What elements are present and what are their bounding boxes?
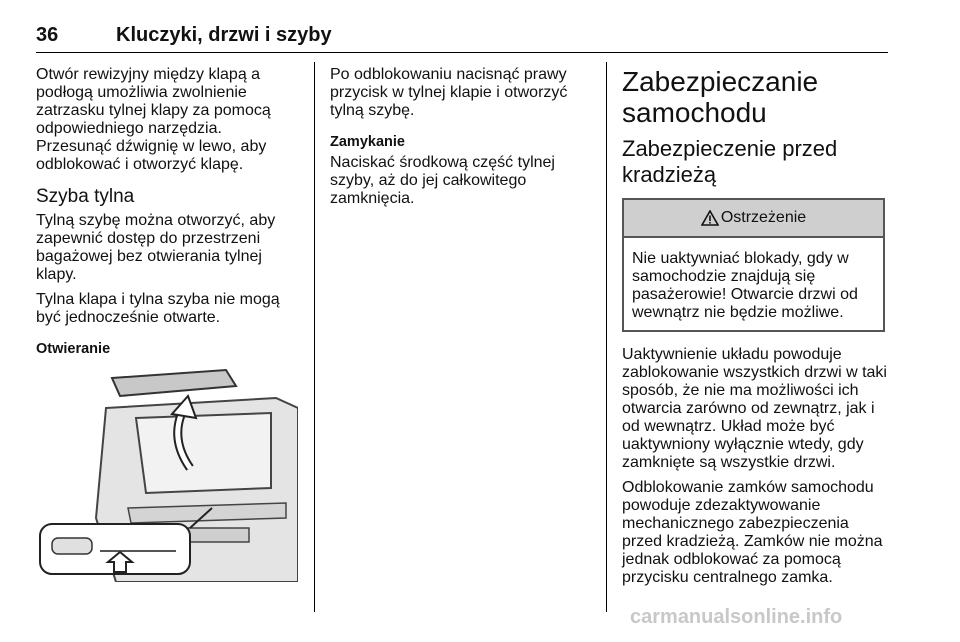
watermark: carmanualsonline.info bbox=[630, 606, 843, 628]
warning-text: Nie uaktywniać blokady, gdy w samochodzie znajdują się pasażerowie! Otwarcie drzwi od wewnątrz nie będzie możliwe. bbox=[632, 250, 858, 321]
paragraph-rear-window-access: Tylną szybę można otworzyć, aby zapewnić dostęp do przestrzeni bagażowej bez otwierania tylnej klapy. bbox=[36, 212, 276, 283]
heading-anti-theft: Zabezpieczenie przed kradzieżą bbox=[622, 136, 838, 187]
rear-window-opening bbox=[136, 413, 271, 493]
header-divider bbox=[36, 52, 888, 53]
column-divider-1 bbox=[314, 62, 315, 612]
paragraph-not-simultaneous: Tylna klapa i tylna szyba nie mogą być jednocześnie otwarte. bbox=[36, 291, 280, 326]
column-1 bbox=[36, 66, 298, 361]
warning-triangle-icon bbox=[701, 210, 719, 226]
rear-window-illustration bbox=[36, 368, 298, 582]
paragraph-unlocking: Odblokowanie zamków samochodu powoduje zdezaktywowanie mechanicznego zabezpieczenia przed kradzieżą. Zamków nie można jednak odblokować za pomocą przycisku centralnego zamka. bbox=[622, 479, 883, 586]
paragraph-press-button: Po odblokowaniu nacisnąć prawy przycisk w tylnej klapie i otworzyć tylną szybę. bbox=[330, 66, 568, 119]
paragraph-activation: Uaktywnienie układu powoduje zablokowanie wszystkich drzwi w taki sposób, że nie ma możliwości ich otwarcia zarówno od zewnątrz, jak i od wewnątrz. Układ może być uaktywniony wyłącznie wtedy, gdy zamknięte są wszystkie drzwi. bbox=[622, 346, 887, 471]
page-title: Kluczyki, drzwi i szyby bbox=[116, 24, 332, 46]
warning-box bbox=[622, 198, 885, 332]
page-header bbox=[36, 24, 888, 54]
heading-vehicle-security: Zabezpieczanie samochodu bbox=[622, 66, 819, 128]
heading-closing: Zamykanie bbox=[330, 134, 405, 150]
paragraph-inspection-opening: Otwór rewizyjny między klapą a podłogą umożliwia zwolnienie zatrzasku tylnej klapy za pomocą odpowiedniego narzędzia. Przesunąć dźwignię w lewo, aby odblokować i otworzyć klapę. bbox=[36, 66, 271, 173]
column-divider-2 bbox=[606, 62, 607, 612]
rear-window-button bbox=[52, 538, 92, 554]
column-2 bbox=[330, 66, 592, 215]
heading-rear-window: Szyba tylna bbox=[36, 186, 135, 207]
column-3 bbox=[622, 66, 888, 594]
page-number: 36 bbox=[36, 24, 59, 46]
warning-title: Ostrzeżenie bbox=[720, 209, 807, 226]
paragraph-closing: Naciskać środkową część tylnej szyby, aż do jej całkowitego zamknięcia. bbox=[330, 154, 555, 207]
heading-opening: Otwieranie bbox=[36, 341, 111, 357]
warning-header bbox=[624, 200, 883, 238]
